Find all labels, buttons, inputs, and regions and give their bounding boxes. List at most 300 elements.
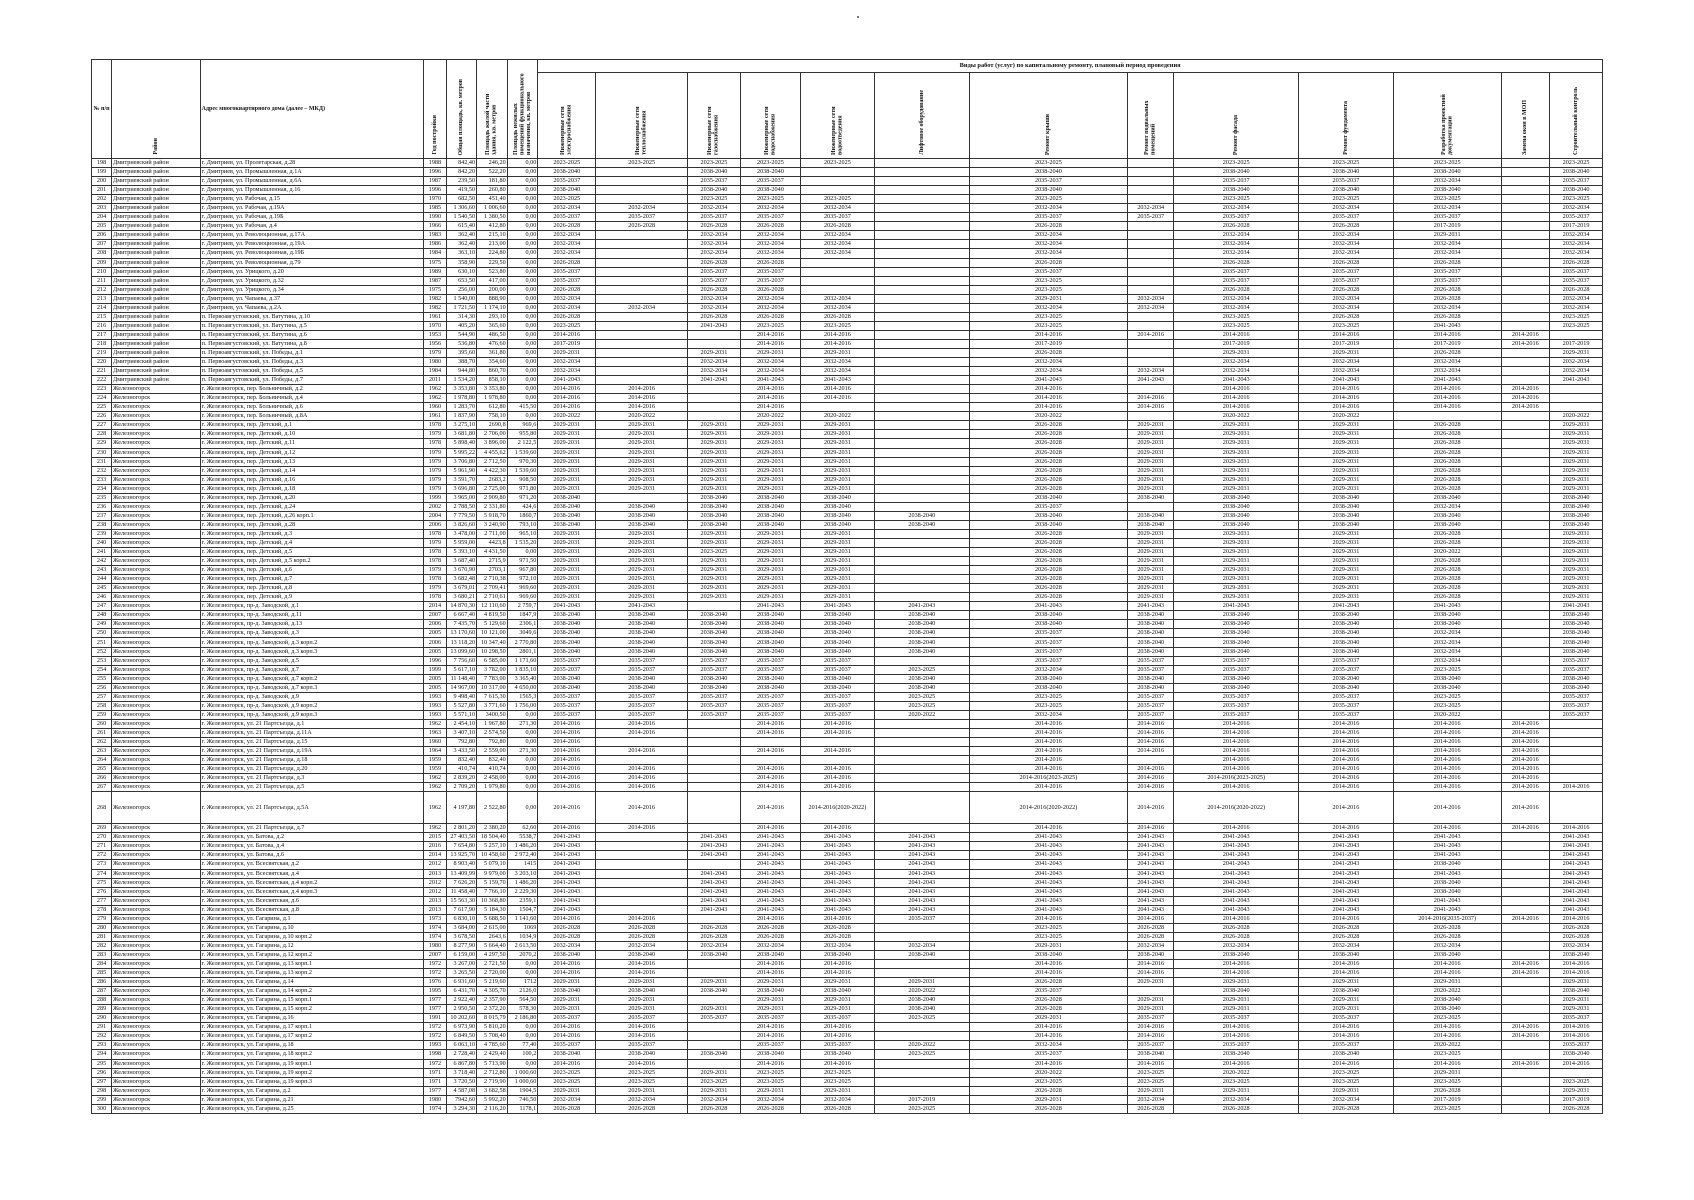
table-row [92, 996, 1603, 1005]
table-cell [1501, 1014, 1550, 1023]
table-row [92, 240, 1603, 249]
table-cell [1501, 941, 1550, 950]
table-cell [1501, 842, 1550, 851]
table-cell: 2014-2016 [1550, 1059, 1603, 1068]
table-cell: 2 711,00 [477, 529, 508, 538]
table-cell: 2023-2025 [969, 276, 1127, 285]
table-cell [1550, 756, 1603, 765]
table-cell: 2014-2016 [596, 959, 688, 968]
address-cell: г. Железногорск, ул. Всесвятская, д.6 [200, 896, 424, 905]
table-cell: 2023-2025 [688, 195, 741, 204]
table-cell: 0,00 [507, 231, 538, 240]
row-number: 244 [92, 575, 112, 584]
table-cell: 1978 [424, 575, 446, 584]
table-cell [1501, 978, 1550, 987]
table-cell: Железногорск [112, 996, 201, 1005]
table-cell: 2020-2022 [1393, 1041, 1501, 1050]
table-cell: 2029-2031 [538, 593, 596, 602]
table-row [92, 358, 1603, 367]
table-cell: 2029-2031 [596, 457, 688, 466]
table-cell: Железногорск [112, 584, 201, 593]
table-cell: 0,00 [507, 339, 538, 348]
table-cell [1501, 231, 1550, 240]
table-cell: 2035-2037 [740, 1041, 800, 1050]
table-row [92, 692, 1603, 701]
row-number: 238 [92, 520, 112, 529]
table-cell: 2041-2043 [1393, 905, 1501, 914]
table-cell: Дмитриевский район [112, 204, 201, 213]
row-number: 211 [92, 276, 112, 285]
table-cell: 2026-2028 [1393, 430, 1501, 439]
table-cell: 2032-2034 [740, 294, 800, 303]
table-cell: 9 498,40 [446, 692, 477, 701]
table-cell [1501, 593, 1550, 602]
table-cell: Дмитриевский район [112, 177, 201, 186]
table-cell: 2038-2040 [874, 950, 969, 959]
table-cell: 2 116,20 [477, 1104, 508, 1113]
table-cell: 0,00 [507, 959, 538, 968]
table-cell: 2026-2028 [1550, 258, 1603, 267]
table-cell: 2035-2037 [596, 1041, 688, 1050]
table-cell [688, 756, 741, 765]
table-cell: 1973 [424, 914, 446, 923]
table-cell: 2029-2031 [1128, 557, 1174, 566]
table-cell: 2029-2031 [1174, 1086, 1299, 1095]
table-cell [1128, 285, 1174, 294]
table-cell [874, 439, 969, 448]
table-row [92, 312, 1603, 321]
table-cell: 2032-2034 [1393, 638, 1501, 647]
table-cell: 271,30 [507, 719, 538, 728]
table-row [92, 213, 1603, 222]
table-cell: 1978 [424, 421, 446, 430]
table-cell: 3 681,80 [446, 430, 477, 439]
table-cell: 2032-2034 [1174, 941, 1299, 950]
table-cell: 2029-2031 [1298, 430, 1393, 439]
table-cell [1550, 719, 1603, 728]
table-cell: 2029-2031 [538, 538, 596, 547]
table-cell: 1991 [424, 1014, 446, 1023]
address-cell: г. Железногорск, ул. Батова, д.6 [200, 851, 424, 860]
table-cell [1550, 792, 1603, 824]
table-cell: 2026-2028 [1550, 285, 1603, 294]
table-cell [688, 728, 741, 737]
table-cell: 955,80 [507, 430, 538, 439]
table-cell [1550, 774, 1603, 783]
table-cell: 2029-2031 [1550, 584, 1603, 593]
table-cell [596, 887, 688, 896]
table-cell: 2038-2040 [1298, 168, 1393, 177]
table-cell [1550, 738, 1603, 747]
table-cell: 2041-2043 [688, 869, 741, 878]
table-cell: 1 978,80 [446, 394, 477, 403]
table-cell: 2038-2040 [1393, 887, 1501, 896]
table-row [92, 330, 1603, 339]
table-cell: 2038-2040 [596, 987, 688, 996]
table-cell [874, 448, 969, 457]
table-cell: 2029-2031 [740, 439, 800, 448]
capital-repair-schedule [91, 59, 1603, 1114]
table-row [92, 303, 1603, 312]
table-cell: 2038-2040 [1128, 629, 1174, 638]
table-cell: 2643,6 [477, 932, 508, 941]
table-cell: 2029-2031 [538, 430, 596, 439]
table-cell: 2 613,50 [507, 941, 538, 950]
table-cell: 2035-2037 [740, 276, 800, 285]
table-cell: 2035-2037 [740, 665, 800, 674]
table-cell: 2035-2037 [1298, 267, 1393, 276]
table-cell [1501, 502, 1550, 511]
table-cell: 2038-2040 [1298, 629, 1393, 638]
table-cell: 2029-2031 [538, 475, 596, 484]
table-cell: 2041-2043 [1393, 321, 1501, 330]
table-cell: 2038-2040 [1298, 647, 1393, 656]
table-cell: 2038-2040 [1298, 1050, 1393, 1059]
row-number: 241 [92, 548, 112, 557]
table-cell [1501, 240, 1550, 249]
table-cell: 2032-2034 [538, 231, 596, 240]
table-cell: 2035-2037 [538, 665, 596, 674]
table-cell: Железногорск [112, 1032, 201, 1041]
table-cell: 2035-2037 [688, 656, 741, 665]
table-cell: 2038-2040 [1550, 502, 1603, 511]
table-cell: 2032-2034 [1550, 358, 1603, 367]
table-cell: 0,00 [507, 738, 538, 747]
table-cell: 2014-2016 [1393, 394, 1501, 403]
table-cell: 14 870,30 [446, 602, 477, 611]
table-cell [740, 756, 800, 765]
row-number: 209 [92, 258, 112, 267]
table-cell: 2029-2031 [800, 529, 874, 538]
table-cell: 2026-2028 [800, 1104, 874, 1113]
table-cell [800, 168, 874, 177]
table-cell: 2035-2037 [1174, 1014, 1299, 1023]
table-cell: 1 756,00 [507, 701, 538, 710]
table-cell: 2029-2031 [1128, 593, 1174, 602]
table-cell: 1979 [424, 466, 446, 475]
table-cell: 1978 [424, 593, 446, 602]
table-cell: 2032-2034 [1128, 941, 1174, 950]
table-cell: 1978 [424, 548, 446, 557]
table-cell: 2029-2031 [538, 575, 596, 584]
table-cell: 1996 [424, 168, 446, 177]
address-cell: г. Железногорск, пер. Детский, д.20 [200, 493, 424, 502]
table-cell: 2014-2016 [1128, 728, 1174, 737]
table-body [92, 159, 1603, 1114]
table-cell: 2014-2016 [1393, 385, 1501, 394]
table-cell: 2038-2040 [1174, 638, 1299, 647]
table-cell [1501, 665, 1550, 674]
table-cell: 0,00 [507, 358, 538, 367]
table-cell: 2029-2031 [1174, 529, 1299, 538]
table-cell: 2014-2016 [1393, 747, 1501, 756]
table-cell: 2035-2037 [688, 710, 741, 719]
table-cell: 2026-2028 [1550, 1104, 1603, 1113]
table-cell: 2038-2040 [538, 168, 596, 177]
table-cell: 2041-2043 [1298, 602, 1393, 611]
table-cell: 2029-2031 [1298, 538, 1393, 547]
table-cell [1128, 987, 1174, 996]
table-cell: 1 000,60 [507, 1068, 538, 1077]
table-cell: 2035-2037 [1174, 177, 1299, 186]
table-cell: Дмитриевский район [112, 159, 201, 168]
work-header-gas: Инженерные сети газоснабжения [688, 73, 741, 159]
table-cell: 2014-2016 [1501, 765, 1550, 774]
table-cell: 2041-2043 [1393, 842, 1501, 851]
address-cell: г. Железногорск, пер. Детский, д.10 [200, 430, 424, 439]
address-cell: г. Железногорск, ул. Гагарина, д.2 [200, 1086, 424, 1095]
table-cell [1501, 520, 1550, 529]
table-cell [874, 186, 969, 195]
table-cell [1128, 168, 1174, 177]
table-row [92, 701, 1603, 710]
table-cell: 2014-2016 [596, 1032, 688, 1041]
table-cell: 2038-2040 [1128, 520, 1174, 529]
table-cell: Дмитриевский район [112, 240, 201, 249]
table-cell [874, 195, 969, 204]
table-cell: 2029-2031 [740, 448, 800, 457]
table-cell: 2026-2028 [596, 923, 688, 932]
table-cell: 2029-2031 [740, 593, 800, 602]
table-cell: 2029-2031 [800, 593, 874, 602]
table-cell: 2014-2016(2035-2037) [1393, 914, 1501, 923]
table-cell: 2035-2037 [1550, 1041, 1603, 1050]
table-cell: 2041-2043 [800, 878, 874, 887]
table-cell: 2038-2040 [1393, 493, 1501, 502]
table-cell: 2014-2016 [740, 914, 800, 923]
table-cell: 2038-2040 [1174, 168, 1299, 177]
table-cell: 2038-2040 [596, 520, 688, 529]
table-cell: 2032-2034 [1128, 204, 1174, 213]
table-cell: 3049,6 [507, 629, 538, 638]
table-cell: 2032-2034 [1393, 656, 1501, 665]
table-cell: 2012 [424, 860, 446, 869]
table-cell: 2029-2031 [1128, 421, 1174, 430]
table-row [92, 978, 1603, 987]
table-cell: 2038-2040 [538, 629, 596, 638]
table-cell: 2004 [424, 511, 446, 520]
table-cell: 2035-2037 [1298, 665, 1393, 674]
table-cell: 2 728,40 [446, 1050, 477, 1059]
row-number: 276 [92, 887, 112, 896]
table-cell: 2035-2037 [969, 647, 1127, 656]
table-cell: 2029-2031 [538, 529, 596, 538]
address-cell: г. Дмитриев, ул. Рабочая, д.15 [200, 195, 424, 204]
table-cell: 2029-2031 [969, 1014, 1127, 1023]
table-cell: 2014-2016 [1393, 765, 1501, 774]
table-cell: 200,00 [477, 285, 508, 294]
table-cell: 2014-2016(2023-2025) [969, 774, 1127, 783]
table-cell: 2014-2016 [740, 765, 800, 774]
table-cell: 2014-2016 [800, 959, 874, 968]
table-cell [1501, 860, 1550, 869]
table-cell: 2035-2037 [1298, 656, 1393, 665]
row-number: 235 [92, 493, 112, 502]
row-number: 291 [92, 1023, 112, 1032]
table-cell: 2023-2025 [874, 1104, 969, 1113]
table-cell: 2014-2016 [538, 385, 596, 394]
table-cell: 2029-2031 [1174, 439, 1299, 448]
table-cell: 2017-2019 [1550, 222, 1603, 231]
table-cell: 5 393,10 [446, 548, 477, 557]
row-number: 292 [92, 1032, 112, 1041]
table-cell: 842,20 [446, 168, 477, 177]
table-cell [1501, 303, 1550, 312]
table-cell: 2014-2016 [1298, 783, 1393, 792]
table-cell: 2014-2016 [800, 824, 874, 833]
table-cell: 2032-2034 [1128, 367, 1174, 376]
table-cell: 3 365,40 [507, 674, 538, 683]
address-cell: г. Железногорск, пер. Детский, д.18 [200, 484, 424, 493]
table-cell: 2020-2022 [740, 412, 800, 421]
work-header-electric: Инженерные сети электроснабжения [538, 73, 596, 159]
table-cell: 2023-2025 [969, 932, 1127, 941]
table-cell: 2038-2040 [740, 674, 800, 683]
table-cell [688, 602, 741, 611]
table-cell [1501, 611, 1550, 620]
row-number: 242 [92, 557, 112, 566]
table-cell: 2041-2043 [874, 905, 969, 914]
table-cell: 2035-2037 [969, 213, 1127, 222]
address-cell: г. Железногорск, ул. Гагарина, д.10 корп.2 [200, 932, 424, 941]
table-cell: 2023-2025 [969, 159, 1127, 168]
col-year-header: Год постройки [424, 60, 446, 159]
table-cell: 2014-2016 [1298, 747, 1393, 756]
table-cell: 2041-2043 [1128, 869, 1174, 878]
table-cell: 2014-2016 [1393, 969, 1501, 978]
table-cell: 564,50 [507, 996, 538, 1005]
table-cell: 2026-2028 [1393, 475, 1501, 484]
table-cell: 0,00 [507, 285, 538, 294]
table-cell: 2032-2034 [1174, 1095, 1299, 1104]
table-cell: Дмитриевский район [112, 213, 201, 222]
table-cell: 2014-2016 [800, 330, 874, 339]
table-cell: 13 099,60 [446, 647, 477, 656]
address-cell: г. Железногорск, ул. Гагарина, д.17 корп.1 [200, 1023, 424, 1032]
table-cell: 1972 [424, 1023, 446, 1032]
table-cell: 5 810,20 [477, 1023, 508, 1032]
table-cell: 2041-2043 [1393, 833, 1501, 842]
table-cell: 2035-2037 [969, 1050, 1127, 1059]
table-cell: 2023-2025 [1550, 312, 1603, 321]
table-cell: 419,50 [446, 186, 477, 195]
table-cell: 2026-2028 [740, 312, 800, 321]
table-cell [688, 860, 741, 869]
table-cell: 2041-2043 [1298, 878, 1393, 887]
table-cell: 522,20 [477, 168, 508, 177]
table-cell: 361,80 [477, 348, 508, 357]
table-cell: 2041-2043 [800, 842, 874, 851]
table-cell: 2014-2016 [800, 914, 874, 923]
table-cell [874, 348, 969, 357]
table-cell: 2017-2019 [1550, 339, 1603, 348]
table-cell: 2038-2040 [740, 520, 800, 529]
table-cell: 2029-2031 [1128, 466, 1174, 475]
table-cell [1501, 869, 1550, 878]
table-cell: 2023-2025 [1298, 321, 1393, 330]
table-cell: 2014-2016 [800, 765, 874, 774]
table-cell [1501, 923, 1550, 932]
table-cell: 2014-2016 [969, 385, 1127, 394]
table-cell: 2026-2028 [969, 978, 1127, 987]
table-cell: 2 788,50 [446, 502, 477, 511]
table-cell [688, 774, 741, 783]
table-cell: 2038-2040 [688, 186, 741, 195]
table-cell: 2014-2016 [596, 1059, 688, 1068]
table-cell: 15 563,30 [446, 896, 477, 905]
table-row [92, 1104, 1603, 1113]
table-cell [1501, 1095, 1550, 1104]
row-number: 265 [92, 765, 112, 774]
table-cell [1501, 321, 1550, 330]
table-cell: 4423,8 [477, 538, 508, 547]
table-row [92, 548, 1603, 557]
table-cell: 3 896,00 [477, 439, 508, 448]
table-cell: 2032-2034 [538, 367, 596, 376]
table-cell: 2041-2043 [538, 878, 596, 887]
table-cell: 2014-2016 [1298, 394, 1393, 403]
table-cell: 2032-2034 [1550, 249, 1603, 258]
table-cell: 2038-2040 [1298, 520, 1393, 529]
table-cell: 2029-2031 [688, 538, 741, 547]
table-cell: 2 709,41 [477, 584, 508, 593]
table-cell: 2014-2016 [538, 914, 596, 923]
table-cell: 1977 [424, 1005, 446, 1014]
table-cell: Железногорск [112, 1077, 201, 1086]
table-cell: 2014-2016 [1174, 756, 1299, 765]
table-cell [800, 267, 874, 276]
table-cell [874, 529, 969, 538]
table-cell [874, 656, 969, 665]
table-cell [1501, 701, 1550, 710]
table-cell: 0,00 [507, 258, 538, 267]
table-cell: Железногорск [112, 529, 201, 538]
row-number: 232 [92, 466, 112, 475]
table-cell: 2038-2040 [1174, 502, 1299, 511]
table-cell: 2014-2016 [596, 394, 688, 403]
table-cell: 77,40 [507, 1041, 538, 1050]
table-row [92, 186, 1603, 195]
table-cell: 2029-2031 [1298, 348, 1393, 357]
table-cell: 2029-2031 [596, 978, 688, 987]
table-cell: 2014-2016 [1393, 1032, 1501, 1041]
table-row [92, 159, 1603, 168]
table-cell: 6 667,40 [446, 611, 477, 620]
table-row [92, 385, 1603, 394]
table-cell: 2038-2040 [1298, 638, 1393, 647]
table-cell: 2038-2040 [800, 611, 874, 620]
table-cell: 2026-2028 [1393, 575, 1501, 584]
row-number: 270 [92, 833, 112, 842]
table-cell: 1961 [424, 412, 446, 421]
table-cell [1128, 177, 1174, 186]
table-cell: 2038-2040 [800, 520, 874, 529]
table-cell: 1971 [424, 1068, 446, 1077]
table-cell: Железногорск [112, 842, 201, 851]
table-cell: 2017-2019 [874, 1095, 969, 1104]
table-row [92, 430, 1603, 439]
table-cell: Железногорск [112, 611, 201, 620]
table-cell: 2041-2043 [1174, 851, 1299, 860]
table-cell: 3 682,48 [446, 575, 477, 584]
table-cell: 2006 [424, 620, 446, 629]
table-cell: 2035-2037 [1298, 710, 1393, 719]
table-cell: 2014-2016 [1298, 765, 1393, 774]
table-cell: 2038-2040 [800, 493, 874, 502]
address-cell: г. Железногорск, ул. Гагарина, д.14 корп.2 [200, 987, 424, 996]
table-cell: 858,10 [477, 376, 508, 385]
address-cell: г. Дмитриев, ул. Рабочая, д.19А [200, 204, 424, 213]
